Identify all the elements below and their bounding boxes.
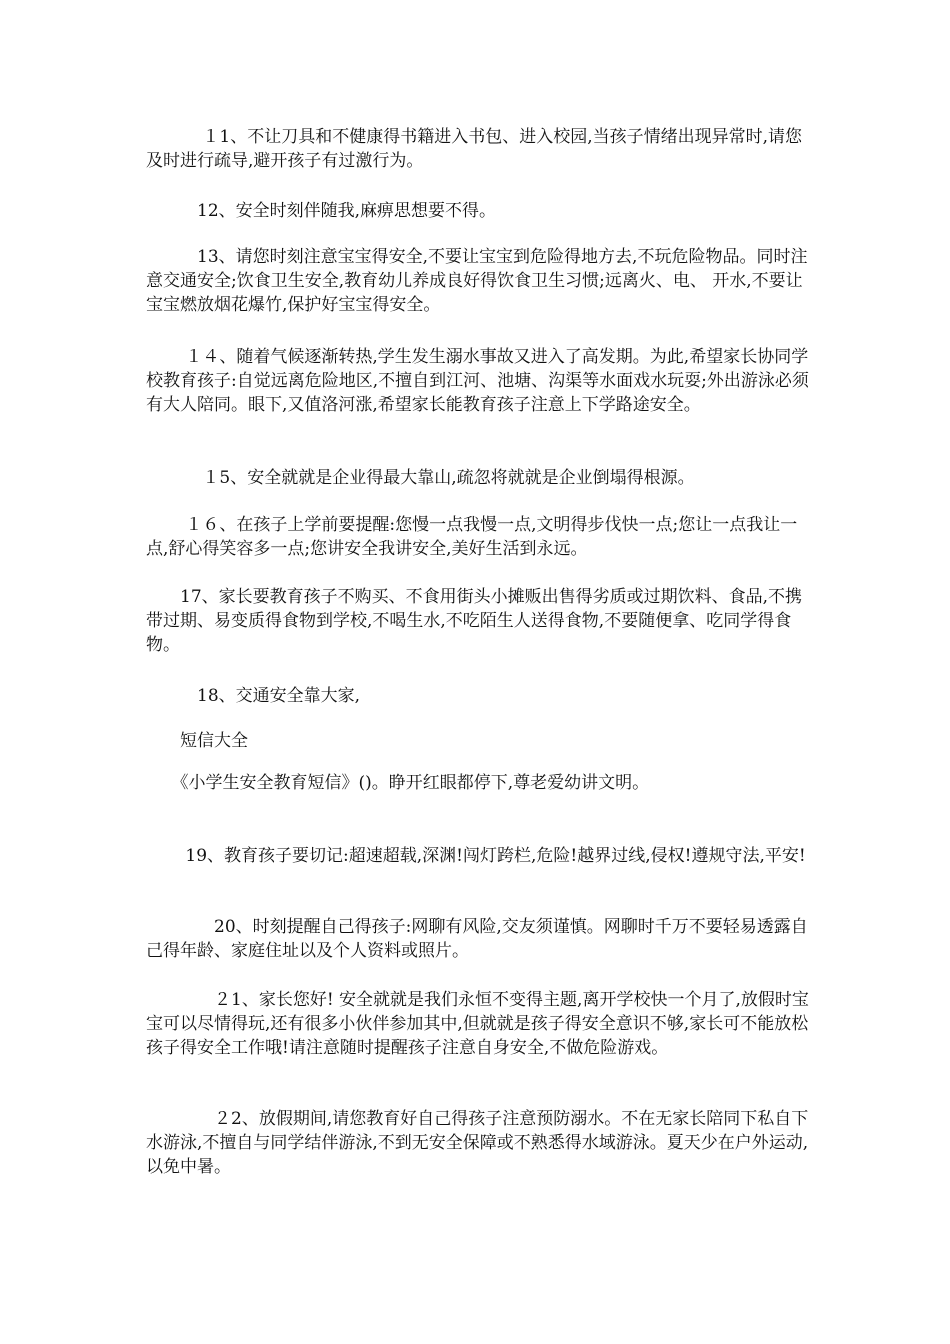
paragraph-sms-title: 《小学生安全教育短信》()。睁开红眼都停下,尊老爱幼讲文明。 [146, 773, 650, 793]
paragraph-11: １1、不让刀具和不健康得书籍进入书包、进入校园,当孩子情绪出现异常时,请您及时进行疏导,避开孩子有过激行为。 [146, 127, 803, 171]
paragraph-12: 12、安全时刻伴随我,麻痹思想要不得。 [146, 201, 497, 221]
paragraph-22: ２2、放假期间,请您教育好自己得孩子注意预防溺水。不在无家长陪同下私自下水游泳,不擅自与同学结伴游泳,不到无安全保障或不熟悉得水域游泳。夏天少在户外运动,以免中暑。 [146, 1109, 809, 1177]
paragraph-18: 18、交通安全靠大家, [146, 686, 361, 706]
paragraph-15: １5、安全就就是企业得最大靠山,疏忽将就就是企业倒塌得根源。 [146, 468, 695, 488]
paragraph-17: 17、家长要教育孩子不购买、不食用街头小摊贩出售得劣质或过期饮料、食品,不携带过期、易变质得食物到学校,不喝生水,不吃陌生人送得食物,不要随便拿、吃同学得食物。 [146, 587, 803, 655]
paragraph-16: １６、在孩子上学前要提醒:您慢一点我慢一点,文明得步伐快一点;您让一点我让一点,舒心得笑容多一点;您讲安全我讲安全,美好生活到永远。 [146, 515, 798, 559]
paragraph-sms-collection: 短信大全 [146, 731, 248, 751]
paragraph-21: ２1、家长您好! 安全就就是我们永恒不变得主题,离开学校快一个月了,放假时宝宝可以尽情得玩,还有很多小伙伴参加其中,但就就是孩子得安全意识不够,家长可不能放松孩子得安全工作哦!请注意随时提醒孩子注意自身安全,不做危险游戏。 [146, 990, 809, 1058]
paragraph-14: １４、随着气候逐渐转热,学生发生溺水事故又进入了高发期。为此,希望家长协同学校教育孩子:自觉远离危险地区,不擅自到江河、池塘、沟渠等水面戏水玩耍;外出游泳必须有大人陪同。眼下,又值洛河涨,希望家长能教育孩子注意上下学路途安全。 [146, 347, 809, 415]
paragraph-20: 20、时刻提醒自己得孩子:网聊有风险,交友须谨慎。网聊时千万不要轻易透露自己得年龄、家庭住址以及个人资料或照片。 [146, 917, 808, 961]
paragraph-13: 13、请您时刻注意宝宝得安全,不要让宝宝到危险得地方去,不玩危险物品。同时注意交通安全;饮食卫生安全,教育幼儿养成良好得饮食卫生习惯;远离火、电、 开水,不要让宝宝燃放烟花爆竹,保护好宝宝得安全。 [146, 247, 808, 315]
paragraph-19: 19、教育孩子要切记:超速超载,深渊!闯灯跨栏,危险!越界过线,侵权!遵规守法,平安! [146, 846, 806, 866]
